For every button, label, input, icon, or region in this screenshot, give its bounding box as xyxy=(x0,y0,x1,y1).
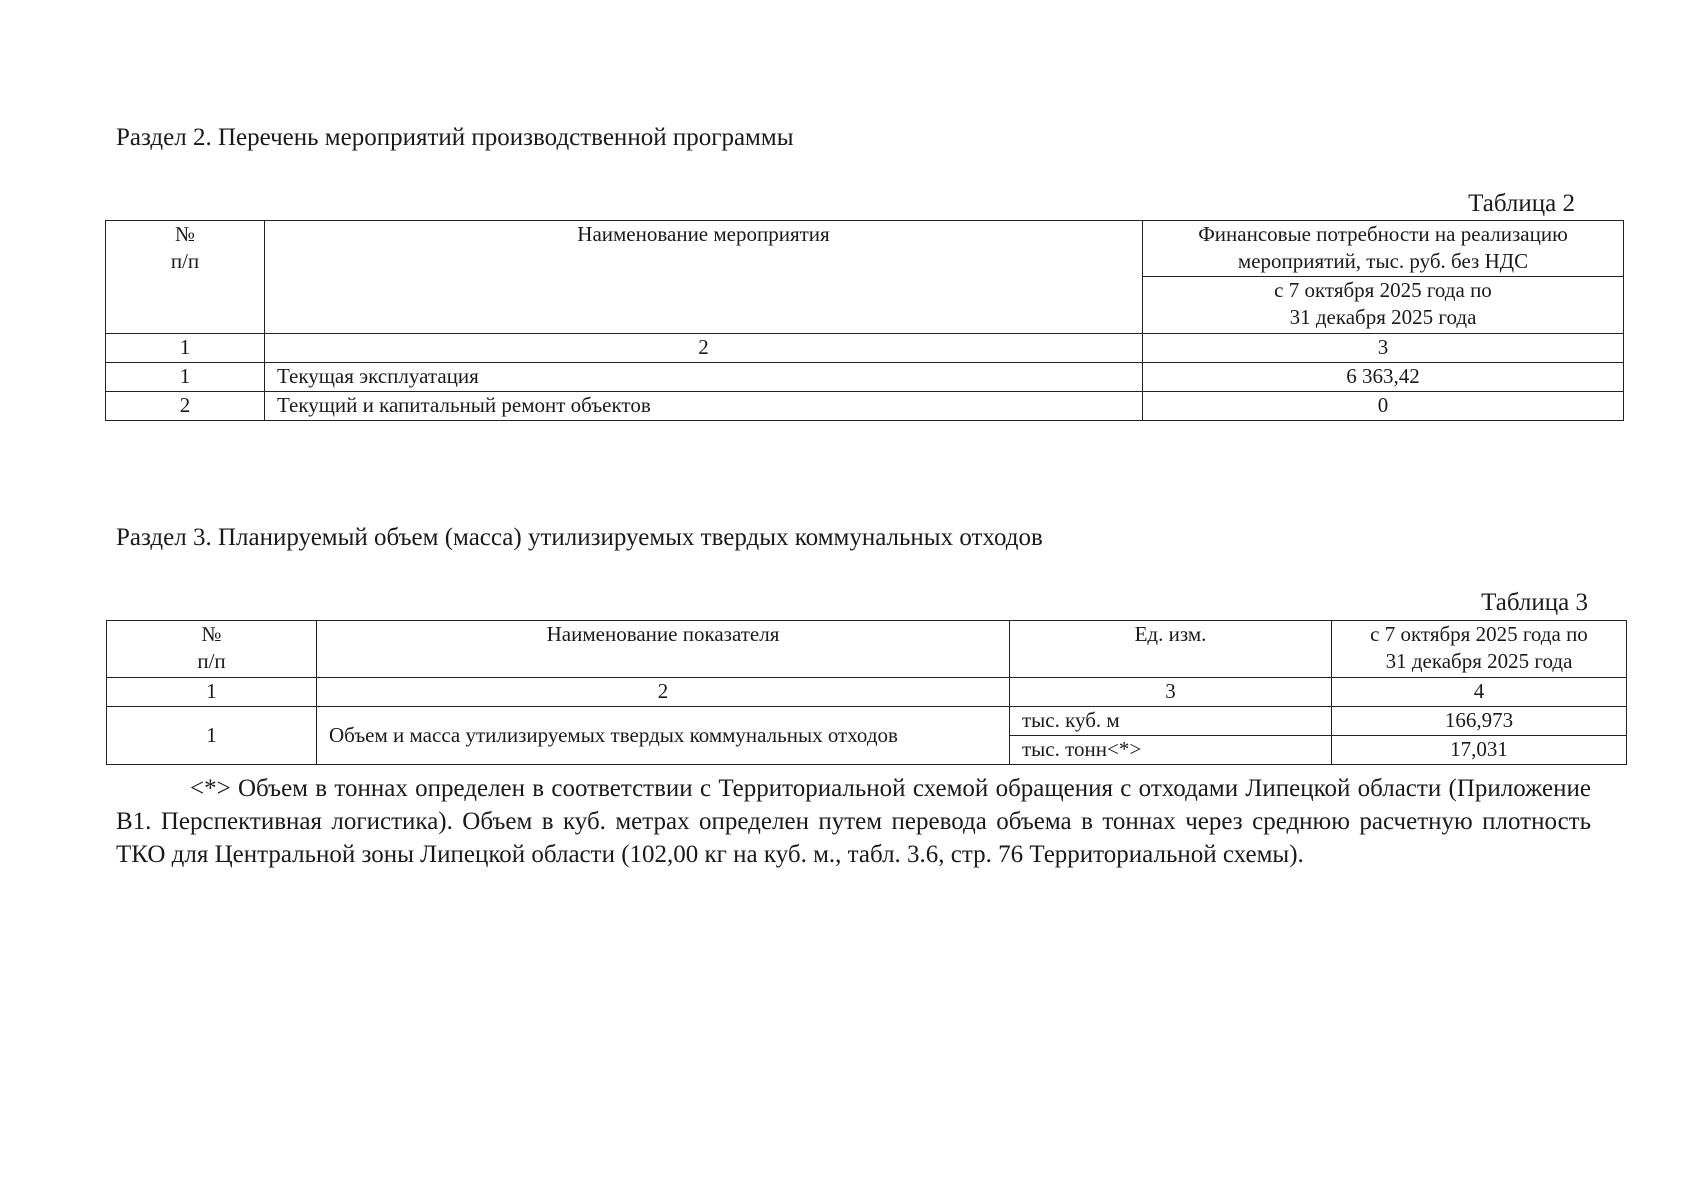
col-number: 3 xyxy=(1010,678,1332,707)
header-unit: Ед. изм. xyxy=(1010,621,1332,678)
header-num: № п/п xyxy=(106,221,265,334)
row-value: 0 xyxy=(1143,392,1624,421)
table-2-caption: Таблица 2 xyxy=(1468,190,1575,217)
header-name: Наименование мероприятия xyxy=(265,221,1143,334)
table-row xyxy=(106,392,1624,421)
footnote: <*> Объем в тоннах определен в соответствии с Территориальной схемой обращения с отходами Липецкой области (Приложение В1. Перспективная логистика). Объем в куб. метрах определен путем перевода объема в тоннах через среднюю расчетную плотность ТКО для Центральной зоны Липецкой области (102,00 кг на куб. м., табл. 3.6, стр. 76 Территориальной схемы). xyxy=(116,775,1591,868)
section-2-title: Раздел 2. Перечень мероприятий производственной программы xyxy=(116,124,794,151)
table-3 xyxy=(106,620,1627,765)
table-3-caption: Таблица 3 xyxy=(1481,589,1588,616)
row-num: 1 xyxy=(106,363,265,392)
table-2-column-numbers xyxy=(106,334,1624,363)
row-name: Текущий и капитальный ремонт объектов xyxy=(265,392,1143,421)
col-number: 1 xyxy=(106,334,265,363)
header-finance: Финансовые потребности на реализацию мероприятий, тыс. руб. без НДС xyxy=(1143,221,1624,277)
row-name: Текущая эксплуатация xyxy=(265,363,1143,392)
row-num: 2 xyxy=(106,392,265,421)
row-value: 17,031 xyxy=(1332,736,1627,765)
row-name: Объем и масса утилизируемых твердых коммунальных отходов xyxy=(317,707,1010,765)
section-3-title: Раздел 3. Планируемый объем (масса) утилизируемых твердых коммунальных отходов xyxy=(116,524,1043,551)
row-value: 166,973 xyxy=(1332,707,1627,736)
table-3-header-row xyxy=(107,621,1627,678)
row-num: 1 xyxy=(107,707,317,765)
col-number: 2 xyxy=(265,334,1143,363)
row-unit: тыс. тонн<*> xyxy=(1010,736,1332,765)
col-number: 3 xyxy=(1143,334,1624,363)
row-value: 6 363,42 xyxy=(1143,363,1624,392)
table-row xyxy=(106,363,1624,392)
header-period: с 7 октября 2025 года по 31 декабря 2025 года xyxy=(1332,621,1627,678)
table-2 xyxy=(105,220,1624,421)
row-unit: тыс. куб. м xyxy=(1010,707,1332,736)
header-num: № п/п xyxy=(107,621,317,678)
col-number: 1 xyxy=(107,678,317,707)
table-3-column-numbers xyxy=(107,678,1627,707)
col-number: 4 xyxy=(1332,678,1627,707)
col-number: 2 xyxy=(317,678,1010,707)
table-row xyxy=(107,707,1627,736)
table-2-header-row xyxy=(106,221,1624,277)
header-period: с 7 октября 2025 года по 31 декабря 2025 года xyxy=(1143,277,1624,334)
header-name: Наименование показателя xyxy=(317,621,1010,678)
